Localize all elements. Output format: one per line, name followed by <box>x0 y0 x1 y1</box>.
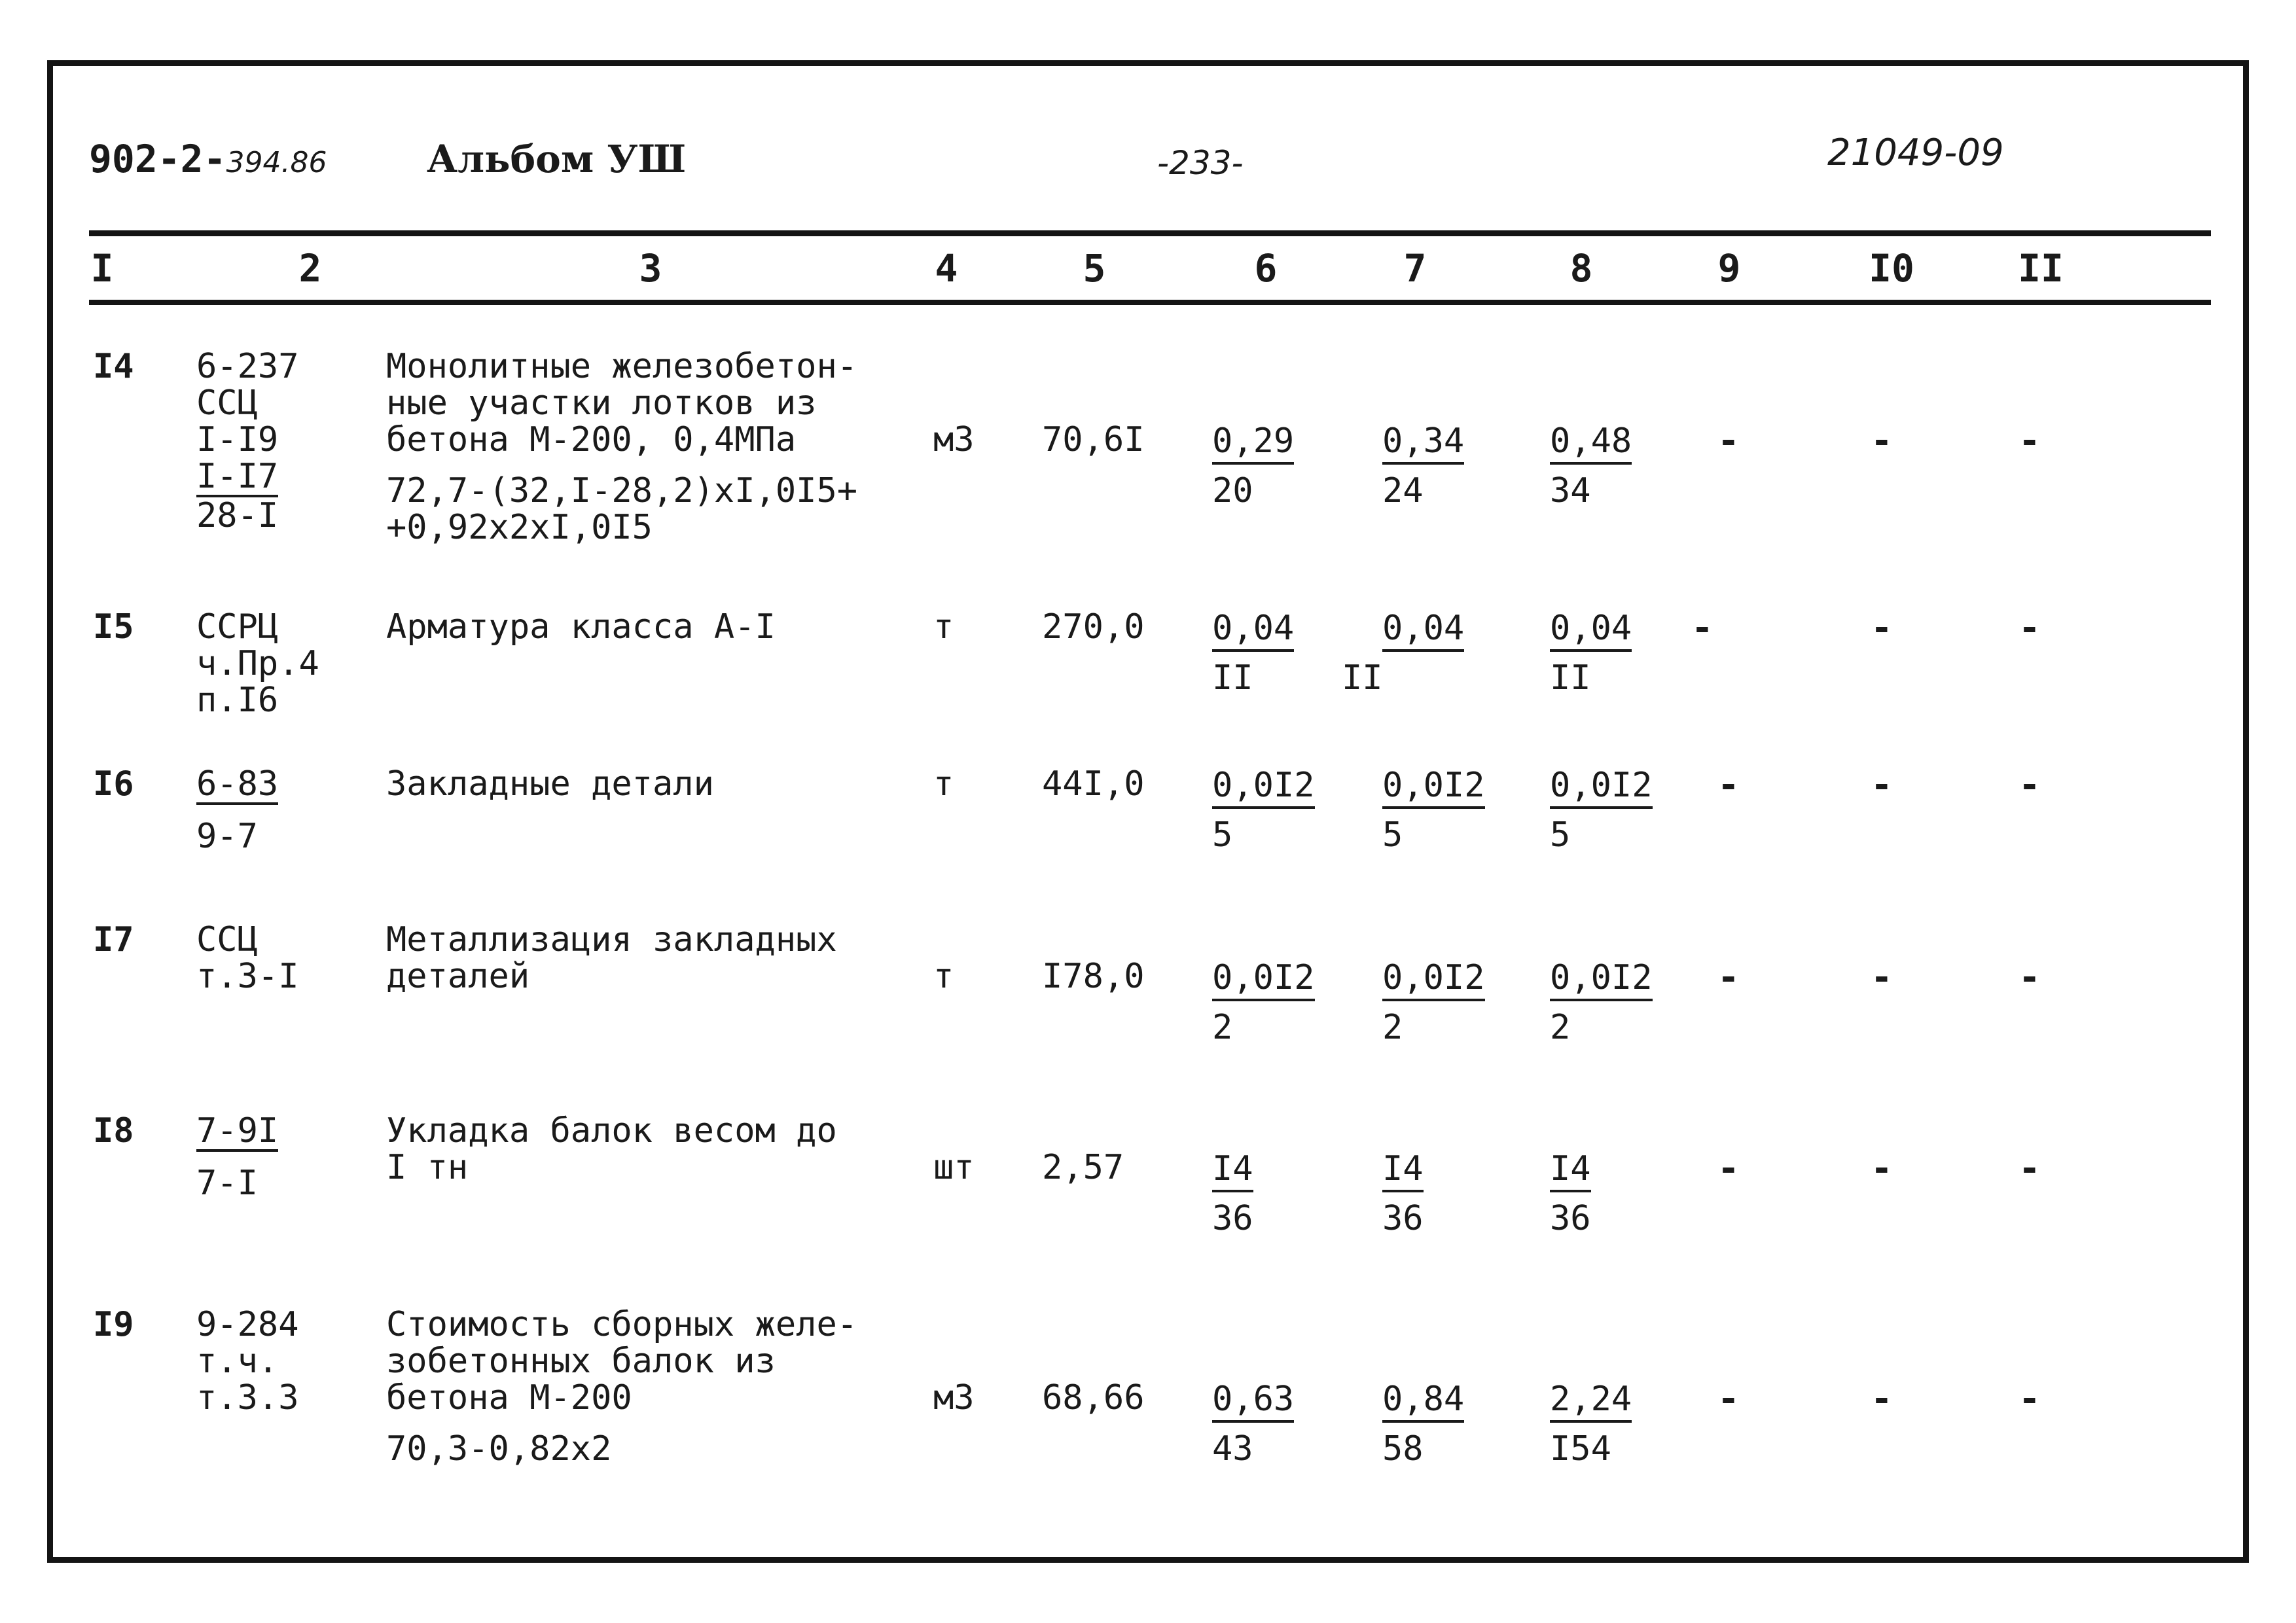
norm-code-text: п.I6 <box>196 681 279 720</box>
fraction-denominator: 5 <box>1550 815 1571 855</box>
work-description <box>386 766 714 802</box>
norm-code <box>196 609 319 719</box>
empty-cell-dash-11: - <box>2018 419 2041 462</box>
empty-cell-dash-11: - <box>2018 956 2041 999</box>
description-line: Арматура класса А-I <box>386 607 776 647</box>
empty-cell-dash-9: - <box>1717 419 1740 462</box>
column-number-5: 5 <box>1083 246 1106 291</box>
quantity: I78,0 <box>1042 957 1145 996</box>
column-number-8: 8 <box>1570 246 1593 291</box>
description-line: Стоимость сборных желе- <box>386 1305 858 1344</box>
fraction-denominator: 5 <box>1382 815 1403 855</box>
column-number-6: 6 <box>1254 246 1278 291</box>
fraction-numerator: 0,0I2 <box>1382 961 1485 1001</box>
fraction-denominator: 20 <box>1212 471 1253 510</box>
value-fraction-6 <box>1212 421 1295 510</box>
norm-code-line <box>196 385 299 421</box>
value-fraction-7 <box>1342 609 1465 698</box>
fraction-numerator: 0,48 <box>1550 424 1632 465</box>
fraction-denominator: II <box>1342 658 1383 698</box>
row-number: I4 <box>93 347 134 386</box>
norm-code <box>196 1113 278 1202</box>
quantity: 68,66 <box>1042 1378 1145 1418</box>
norm-code-line <box>196 348 299 385</box>
quantity: 2,57 <box>1042 1148 1124 1187</box>
column-number-11: II <box>2018 246 2064 291</box>
norm-code-line <box>196 682 319 719</box>
value-fraction-8 <box>1550 766 1653 855</box>
unit: т <box>933 607 954 647</box>
description-line: Закладные детали <box>386 764 714 804</box>
unit: м3 <box>933 1378 975 1418</box>
empty-cell-dash-9: - <box>1717 1147 1740 1190</box>
description-line: I тн <box>386 1148 469 1187</box>
fraction-numerator: I4 <box>1382 1152 1424 1192</box>
value-fraction-7 <box>1382 766 1485 855</box>
description-line: ные участки лотков из <box>386 383 817 423</box>
empty-cell-dash-10: - <box>1871 419 1893 462</box>
norm-code-line <box>196 818 278 855</box>
fraction-numerator: 0,0I2 <box>1550 961 1653 1001</box>
row-number: I8 <box>93 1111 134 1150</box>
value-fraction-6 <box>1212 1149 1253 1238</box>
empty-cell-dash-9: - <box>1691 607 1713 649</box>
norm-code-line <box>196 958 299 995</box>
project-code-handwritten: 394.86 <box>226 146 327 179</box>
norm-code-text: 28-I <box>196 496 279 535</box>
column-number-4: 4 <box>935 246 958 291</box>
album-title: Альбом УШ <box>427 137 687 181</box>
empty-cell-dash-10: - <box>1871 764 1893 806</box>
fraction-denominator: 36 <box>1550 1199 1591 1238</box>
value-fraction-7 <box>1382 958 1485 1047</box>
norm-code <box>196 766 278 855</box>
value-fraction-7 <box>1382 1380 1465 1469</box>
value-fraction-8 <box>1550 958 1653 1047</box>
norm-code-text: I-I7 <box>196 457 279 496</box>
fraction-numerator: 0,0I2 <box>1212 768 1315 809</box>
description-line: Укладка балок весом до <box>386 1111 837 1150</box>
page-number: -233- <box>1157 144 1244 182</box>
norm-code-line <box>196 609 319 645</box>
norm-code-text: 7-9I <box>196 1111 279 1150</box>
row-number: I6 <box>93 764 134 804</box>
column-number-9: 9 <box>1717 246 1741 291</box>
norm-code-text: ССРЦ <box>196 607 279 647</box>
norm-code-line <box>196 1113 278 1152</box>
description-line: бетона М-200, 0,4МПа <box>386 420 797 459</box>
empty-cell-dash-10: - <box>1871 956 1893 999</box>
description-line: деталей <box>386 957 530 996</box>
quantity: 270,0 <box>1042 607 1145 647</box>
fraction-denominator: 43 <box>1212 1429 1253 1469</box>
fraction-numerator: 0,0I2 <box>1212 961 1315 1001</box>
column-number-1: I <box>90 246 114 291</box>
norm-code-text: т.ч. <box>196 1342 279 1381</box>
formula-line: +0,92x2xI,0I5 <box>386 508 653 547</box>
column-number-10: I0 <box>1869 246 1914 291</box>
column-number-3: 3 <box>639 246 662 291</box>
fraction-numerator: 0,63 <box>1212 1382 1294 1423</box>
column-number-2: 2 <box>298 246 322 291</box>
value-fraction-6 <box>1212 1380 1295 1469</box>
work-description <box>386 348 857 546</box>
document-number: 21049-09 <box>1827 132 2004 174</box>
fraction-denominator: 34 <box>1550 471 1591 510</box>
value-fraction-6 <box>1212 609 1295 698</box>
work-description <box>386 1113 837 1186</box>
header-rule-bottom <box>89 300 2211 305</box>
fraction-numerator: 0,0I2 <box>1550 768 1653 809</box>
unit: шт <box>933 1148 975 1187</box>
row-number: I7 <box>93 920 134 959</box>
value-fraction-8 <box>1550 1149 1591 1238</box>
fraction-numerator: 0,29 <box>1212 424 1294 465</box>
fraction-numerator: 0,04 <box>1212 611 1294 652</box>
norm-code <box>196 1306 299 1416</box>
fraction-numerator: 2,24 <box>1550 1382 1632 1423</box>
fraction-denominator: 2 <box>1382 1008 1403 1047</box>
fraction-denominator: 2 <box>1212 1008 1233 1047</box>
norm-code <box>196 921 299 995</box>
fraction-denominator: 24 <box>1382 471 1424 510</box>
norm-code <box>196 348 299 534</box>
empty-cell-dash-9: - <box>1717 1378 1740 1420</box>
norm-code-line <box>196 421 299 458</box>
fraction-denominator: 36 <box>1212 1199 1253 1238</box>
fraction-numerator: 0,0I2 <box>1382 768 1485 809</box>
project-code-printed: 902-2- <box>89 137 226 181</box>
empty-cell-dash-11: - <box>2018 1147 2041 1190</box>
empty-cell-dash-9: - <box>1717 956 1740 999</box>
norm-code-line <box>196 1343 299 1380</box>
description-line: зобетонных балок из <box>386 1342 776 1381</box>
norm-code-text: 9-7 <box>196 817 258 856</box>
norm-code-text: I-I9 <box>196 420 279 459</box>
work-description <box>386 609 776 645</box>
row-number: I9 <box>93 1305 134 1344</box>
norm-code-line <box>196 921 299 958</box>
quantity: 44I,0 <box>1042 764 1145 804</box>
norm-code-text: 9-284 <box>196 1305 299 1344</box>
description-line: бетона М-200 <box>386 1378 632 1418</box>
empty-cell-dash-10: - <box>1871 1378 1893 1420</box>
formula-line: 70,3-0,82x2 <box>386 1429 612 1469</box>
value-fraction-7 <box>1382 1149 1424 1238</box>
value-fraction-6 <box>1212 766 1315 855</box>
empty-cell-dash-11: - <box>2018 764 2041 806</box>
empty-cell-dash-11: - <box>2018 607 2041 649</box>
norm-code-text: 7-I <box>196 1164 258 1203</box>
fraction-denominator: 36 <box>1382 1199 1424 1238</box>
value-fraction-8 <box>1550 1380 1632 1469</box>
row-number: I5 <box>93 607 134 647</box>
empty-cell-dash-11: - <box>2018 1378 2041 1420</box>
norm-code-text: 6-237 <box>196 347 299 386</box>
norm-code-line <box>196 1165 278 1202</box>
value-fraction-6 <box>1212 958 1315 1047</box>
norm-code-line <box>196 1306 299 1343</box>
fraction-numerator: 0,04 <box>1382 611 1464 652</box>
empty-cell-dash-10: - <box>1871 607 1893 649</box>
header-rule-top <box>89 230 2211 236</box>
empty-cell-dash-10: - <box>1871 1147 1893 1190</box>
unit: т <box>933 764 954 804</box>
work-description <box>386 921 837 995</box>
value-fraction-8 <box>1550 421 1632 510</box>
fraction-numerator: I4 <box>1212 1152 1253 1192</box>
norm-code-text: 6-83 <box>196 764 279 804</box>
fraction-denominator: II <box>1212 658 1253 698</box>
unit: т <box>933 957 954 996</box>
quantity: 70,6I <box>1042 420 1145 459</box>
norm-code-text: т.3.3 <box>196 1378 299 1418</box>
norm-code-line <box>196 766 278 805</box>
column-number-7: 7 <box>1403 246 1427 291</box>
fraction-numerator: 0,34 <box>1382 424 1464 465</box>
norm-code-line <box>196 458 299 497</box>
project-code <box>89 137 327 181</box>
fraction-denominator: 2 <box>1550 1008 1571 1047</box>
value-fraction-7 <box>1382 421 1465 510</box>
work-description <box>386 1306 857 1467</box>
formula-line: 72,7-(32,I-28,2)xI,0I5+ <box>386 471 858 510</box>
fraction-numerator: 0,84 <box>1382 1382 1464 1423</box>
empty-cell-dash-9: - <box>1717 764 1740 806</box>
norm-code-line <box>196 497 299 534</box>
fraction-denominator: 5 <box>1212 815 1233 855</box>
fraction-numerator: 0,04 <box>1550 611 1632 652</box>
value-fraction-8 <box>1550 609 1632 698</box>
description-line: Металлизация закладных <box>386 920 837 959</box>
unit: м3 <box>933 420 975 459</box>
norm-code-text: ССЦ <box>196 920 258 959</box>
description-line: Монолитные железобетон- <box>386 347 858 386</box>
fraction-denominator: 58 <box>1382 1429 1424 1469</box>
fraction-denominator: II <box>1550 658 1591 698</box>
norm-code-line <box>196 645 319 682</box>
fraction-numerator: I4 <box>1550 1152 1591 1192</box>
norm-code-line <box>196 1380 299 1416</box>
norm-code-text: т.3-I <box>196 957 299 996</box>
norm-code-text: ССЦ <box>196 383 258 423</box>
fraction-denominator: I54 <box>1550 1429 1611 1469</box>
norm-code-text: ч.Пр.4 <box>196 644 319 683</box>
